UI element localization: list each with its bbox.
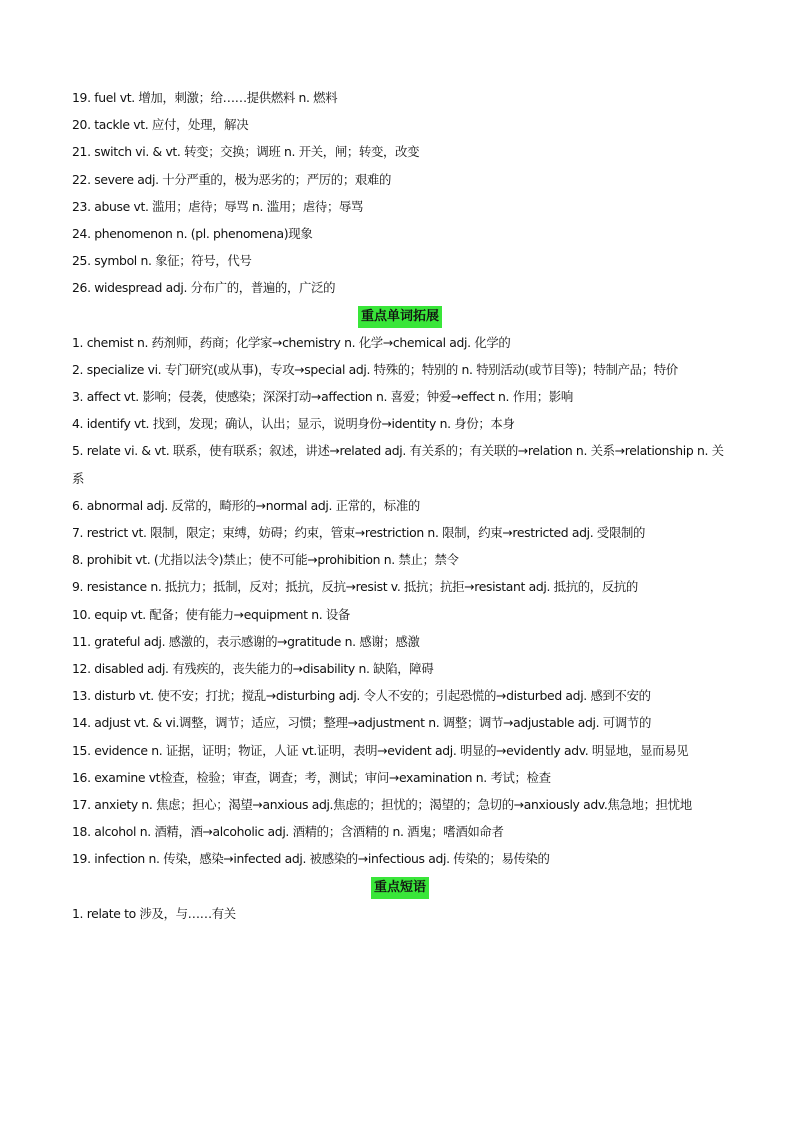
vocab-line-21: 21. switch vi. & vt. 转变；交换；调班 n. 开关，闸；转变，改变 [72, 144, 420, 160]
expansion-line-17: 17. anxiety n. 焦虑；担心；渴望→anxious adj.焦虑的；担忧的；渴望的；急切的→anxiously adv.焦急地；担忧地 [72, 796, 692, 812]
expansion-line-1: 1. chemist n. 药剂师，药商；化学家→chemistry n. 化学→chemical adj. 化学的 [72, 334, 511, 350]
expansion-line-3: 3. affect vt. 影响；侵袭，使感染；深深打动→affection n. 喜爱；钟爱→effect n. 作用；影响 [72, 389, 573, 405]
expansion-line-11: 11. grateful adj. 感激的，表示感谢的→gratitude n. 感谢；感激 [72, 633, 420, 649]
expansion-line-14: 14. adjust vt. & vi.调整，调节；适应，习惯；整理→adjustment n. 调整；调节→adjustable adj. 可调节的 [72, 715, 651, 731]
vocab-line-22: 22. severe adj. 十分严重的，极为恶劣的；严厉的；艰难的 [72, 171, 392, 187]
phrase-line-1: 1. relate to 涉及，与……有关 [72, 905, 236, 921]
expansion-line-8: 8. prohibit vt. (尤指以法令)禁止；使不可能→prohibition n. 禁止；禁令 [72, 552, 459, 568]
expansion-line-6: 6. abnormal adj. 反常的，畸形的→normal adj. 正常的，标准的 [72, 497, 420, 513]
expansion-line-5: 5. relate vi. & vt. 联系，使有联系；叙述，讲述→related adj. 有关系的；有关联的→relation n. 关系→relationship n. 关系 [72, 443, 724, 486]
expansion-line-10: 10. equip vt. 配备；使有能力→equipment n. 设备 [72, 606, 350, 622]
expansion-line-4: 4. identify vt. 找到，发现；确认，认出；显示，说明身份→identity n. 身份；本身 [72, 416, 515, 432]
expansion-line-18: 18. alcohol n. 酒精，酒→alcoholic adj. 酒精的；含酒精的 n. 酒鬼；嗜酒如命者 [72, 824, 504, 840]
vocab-line-25: 25. symbol n. 象征；符号，代号 [72, 253, 252, 269]
expansion-line-7: 7. restrict vt. 限制，限定；束缚，妨碍；约束，管束→restriction n. 限制，约束→restricted adj. 受限制的 [72, 525, 646, 541]
document-page [72, 84, 728, 927]
vocab-line-26: 26. widespread adj. 分布广的，普遍的，广泛的 [72, 280, 336, 296]
expansion-line-13: 13. disturb vt. 使不安；打扰；搅乱→disturbing adj. 令人不安的；引起恐慌的→disturbed adj. 感到不安的 [72, 688, 651, 704]
vocab-line-23: 23. abuse vt. 滥用；虐待；辱骂 n. 滥用；虐待；辱骂 [72, 198, 364, 214]
expansion-line-9: 9. resistance n. 抵抗力；抵制，反对；抵抗，反抗→resist v. 抵抗；抗拒→resistant adj. 抵抗的，反抗的 [72, 579, 638, 595]
expansion-line-12: 12. disabled adj. 有残疾的，丧失能力的→disability n. 缺陷，障碍 [72, 660, 434, 676]
expansion-line-19: 19. infection n. 传染，感染→infected adj. 被感染的→infectious adj. 传染的；易传染的 [72, 851, 550, 867]
section-heading-row [72, 302, 728, 329]
vocab-line-24: 24. phenomenon n. (pl. phenomena)现象 [72, 225, 313, 241]
section-heading-row [72, 873, 728, 900]
expansion-line-2: 2. specialize vi. 专门研究(或从事)，专攻→special adj. 特殊的；特别的 n. 特别活动(或节目等)；特制产品；特价 [72, 361, 678, 377]
section-heading-phrases: 重点短语 [371, 877, 429, 899]
vocab-line-19: 19. fuel vt. 增加，刺激；给……提供燃料 n. 燃料 [72, 90, 338, 105]
section-heading-word-expansion: 重点单词拓展 [358, 306, 442, 328]
expansion-line-15: 15. evidence n. 证据，证明；物证，人证 vt.证明，表明→evident adj. 明显的→evidently adv. 明显地，显而易见 [72, 742, 689, 758]
expansion-line-16: 16. examine vt检查，检验；审查，调查；考，测试；审问→examination n. 考试；检查 [72, 769, 551, 785]
vocab-line-20: 20. tackle vt. 应付，处理，解决 [72, 117, 249, 133]
